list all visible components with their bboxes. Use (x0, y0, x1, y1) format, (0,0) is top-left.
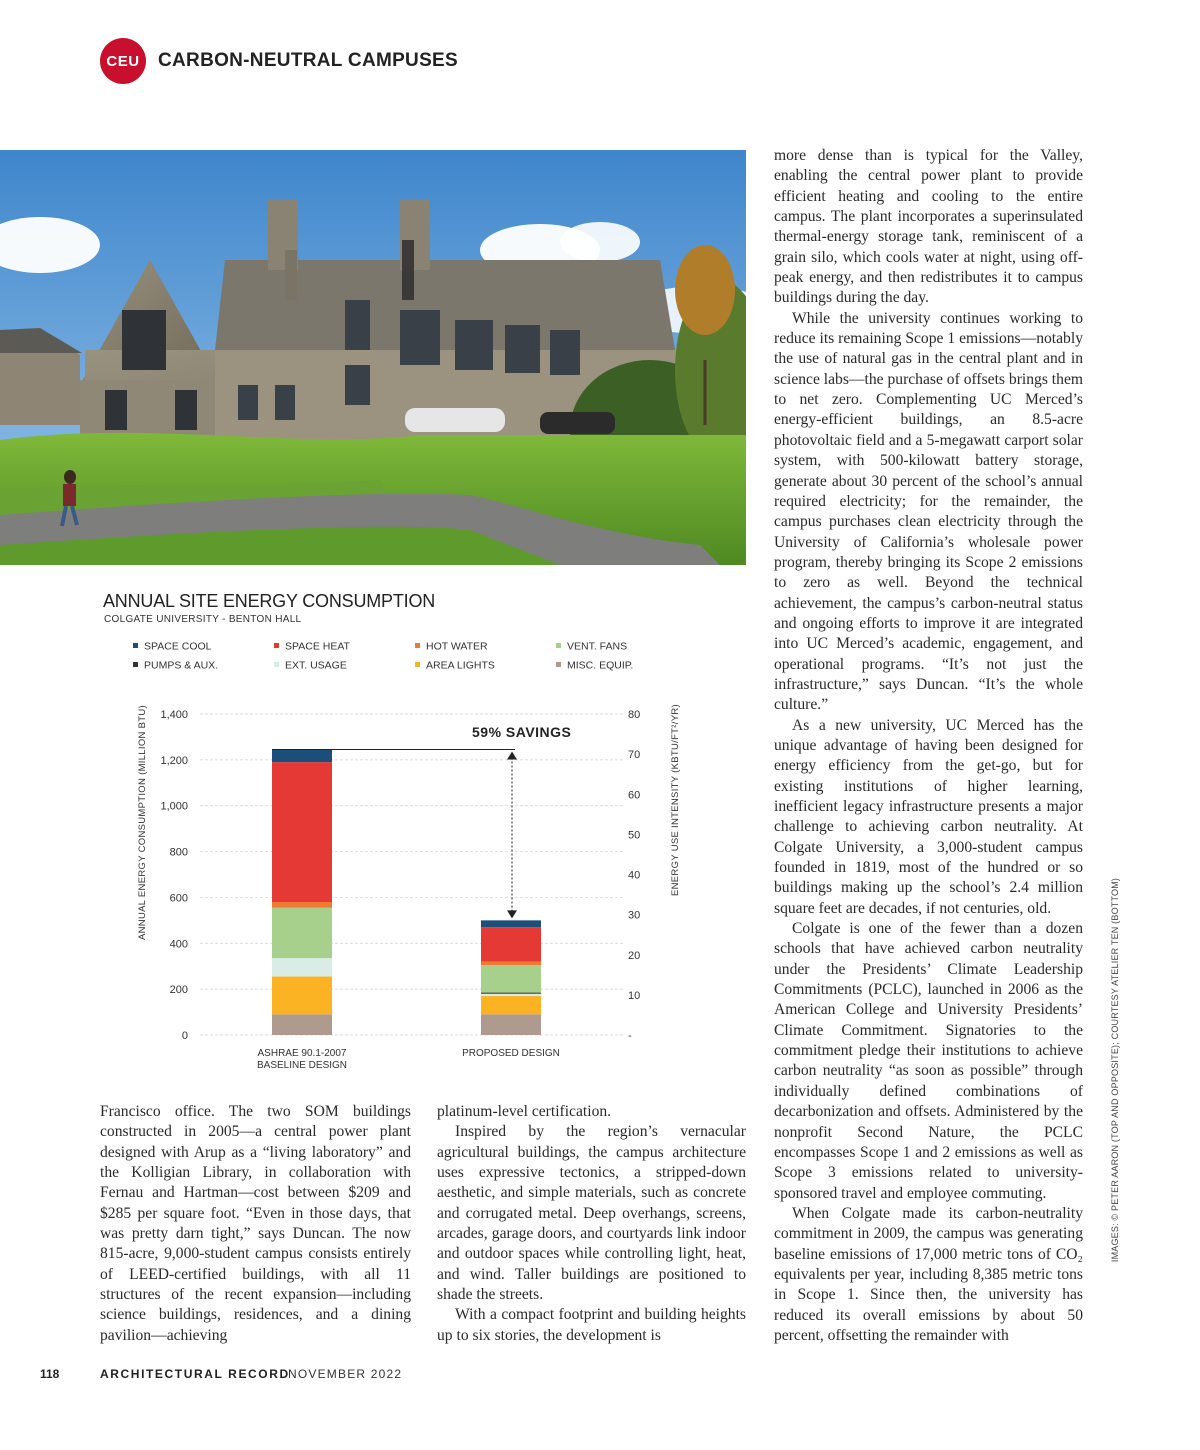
bar-segment (272, 1014, 332, 1035)
chart-grid (200, 714, 625, 1035)
y2-tick-label: 60 (628, 789, 641, 802)
bar-segment (272, 902, 332, 908)
chart-bars (272, 750, 541, 1035)
col3-paragraph-5: When Colgate made its carbon-neutrality commitment in 2009, the campus was generating baseline emissions of 17,000 metric tons of CO₂ equivalents per year, including 8,385 metric tons in Scope 1. Since then, the university has reduced its overall emissions by about 50 percent, offsetting the remainder with (774, 1204, 1083, 1344)
savings-arrow-up (507, 752, 517, 760)
chart-legend (133, 641, 633, 672)
y-axis-ticks (160, 709, 188, 1042)
col1-paragraph-1: Francisco office. The two SOM buildings constructed in 2005—a central power plant designed with Arup as a “living laboratory” and the Kolligian Library, in collaboration with Fernau and Hartman—cost between $209 and $285 per square foot. “Even in those days, that was pretty darn tight,” says Duncan. The now 815-acre, 9,000-student campus consists entirely of LEED-certified buildings, with all 11 structures of the recent expansion—including science buildings, residences, and a dining pavilion—achieving (100, 1103, 411, 1344)
bar-segment (481, 996, 541, 1014)
col3-paragraph-1: more dense than is typical for the Valley, enabling the central power plant to provide efficient heating and cooling to the entire campus. The plant incorporates a superinsulated thermal-energy storage tank, reminiscent of a grain silo, which cools water at night, using off-peak energy, and then redistributes it to campus buildings during the day. (774, 147, 1083, 307)
text-column-1 (100, 1102, 411, 1346)
legend-label: MISC. EQUIP. (567, 659, 634, 672)
y2-tick-label: 50 (628, 829, 641, 842)
col2-paragraph-1: platinum-level certification. (437, 1103, 612, 1120)
col3-paragraph-4: Colgate is one of the fewer than a dozen schools that have achieved carbon neutrality under the Presidents’ Climate Leadership Commitments (PCLC), launched in 2006 as the American College and University Presidents’ Climate Commitment. Signatories to the commitment pledge their institutions to achieve carbon neutrality “as soon as possible” through individually defined combinations of decarbonization and offsets. Administered by the nonprofit Second Nature, the PCLC encompasses Scope 1 and 2 emissions as well as Scope 3 emissions related to university-sponsored travel and employee commuting. (774, 920, 1083, 1202)
y2-tick-label: 80 (628, 709, 641, 721)
savings-arrow-down (507, 910, 517, 918)
legend-swatch (274, 662, 279, 667)
y2-tick-label: - (628, 1030, 632, 1042)
text-column-2 (437, 1102, 746, 1346)
chart-title: ANNUAL SITE ENERGY CONSUMPTION (103, 591, 436, 611)
y-tick-label: 1,000 (160, 800, 188, 813)
savings-label: 59% SAVINGS (472, 724, 572, 740)
chart-subtitle: COLGATE UNIVERSITY - BENTON HALL (104, 614, 302, 625)
section-header (100, 38, 458, 84)
legend-label: AREA LIGHTS (426, 659, 495, 672)
y-tick-label: 1,400 (160, 709, 188, 721)
bar-segment (481, 965, 541, 993)
y2-tick-label: 20 (628, 949, 641, 962)
issue-date: NOVEMBER 2022 (288, 1367, 403, 1381)
page-number: 118 (40, 1367, 60, 1381)
y2-tick-label: 10 (628, 989, 641, 1002)
y2-tick-label: 30 (628, 909, 641, 922)
bar-segment (481, 920, 541, 927)
category-label: BASELINE DESIGN (256, 1060, 348, 1071)
bar-segment (272, 977, 332, 1015)
bar-segment (481, 993, 541, 994)
y-tick-label: 1,200 (160, 754, 188, 767)
y-tick-label: 800 (169, 846, 188, 859)
x-axis-labels (257, 1048, 560, 1071)
y2-axis-ticks (628, 709, 640, 1042)
legend-label: SPACE COOL (144, 640, 212, 653)
bar-segment (481, 927, 541, 961)
bar-segment (481, 994, 541, 996)
bar-segment (481, 1014, 541, 1035)
col2-paragraph-3: With a compact footprint and building heights up to six stories, the development is (437, 1306, 746, 1344)
legend-swatch (274, 643, 279, 648)
legend-swatch (556, 662, 561, 667)
ceu-badge: CEU (100, 38, 146, 84)
section-title: CARBON-NEUTRAL CAMPUSES (158, 50, 458, 71)
col2-paragraph-2: Inspired by the region’s vernacular agricultural buildings, the campus architecture uses expressive tectonics, a stripped-down aesthetic, and simple materials, such as concrete and corrugated metal. Deep overhangs, screens, arcades, garage doors, and courtyards link indoor and outdoor spaces while controlling light, heat, and wind. Taller buildings are positioned to shade the streets. (437, 1123, 746, 1304)
legend-swatch (415, 643, 420, 648)
y-tick-label: 200 (169, 984, 188, 997)
col3-paragraph-3: As a new university, UC Merced has the unique advantage of having been designed for energy efficiency from the get-go, but for existing institutions of higher learning, inefficient legacy infrastructure presents a major challenge to achieving carbon neutrality. At Colgate University, a 3,000-student campus founded in 1819, most of the hundred or so buildings making up the school’s 2.4 million square feet are decades, if not centuries, old. (774, 716, 1083, 917)
col3-paragraph-2: While the university continues working to reduce its remaining Scope 1 emissions—notably the use of natural gas in the central plant and in science labs—the purchase of offsets brings them to net zero. Complementing UC Merced’s energy-efficient buildings, an 8.5-acre photovoltaic field and a 5-megawatt carport solar system, with 500-kilowatt battery storage, generate about 30 percent of the school’s annual required electricity; for the remainder, the campus purchases clean electricity through the University of California’s wholesale power program, thereby bringing its Scope 2 emissions to zero as well. Beyond the technical achievement, the campus’s carbon-neutral status and ongoing efforts to improve it are integrated into UC Merced’s academic, engagement, and operational programs. “It’s not just the infrastructure,” says Duncan. “It’s the whole culture.” (774, 309, 1083, 714)
text-column-3 (774, 146, 1083, 1346)
legend-label: EXT. USAGE (285, 659, 347, 672)
bar-segment (481, 962, 541, 965)
legend-label: SPACE HEAT (285, 640, 350, 653)
image-credit-text: IMAGES: © PETER AARON (TOP AND OPPOSITE); COURTESY ATELIER TEN (BOTTOM) (1110, 877, 1120, 1263)
legend-label: PUMPS & AUX. (144, 659, 219, 672)
bar-segment (272, 762, 332, 902)
legend-swatch (133, 643, 138, 648)
savings-annotation (272, 724, 571, 918)
image-credit (1110, 877, 1130, 1263)
legend-swatch (133, 662, 138, 667)
y-axis-label: ANNUAL ENERGY CONSUMPTION (MILLION BTU) (137, 705, 148, 940)
y-tick-label: 600 (169, 892, 188, 905)
y-tick-label: 400 (169, 938, 188, 951)
legend-swatch (415, 662, 420, 667)
legend-label: VENT. FANS (567, 640, 628, 653)
category-label: ASHRAE 90.1-2007 (257, 1048, 347, 1059)
building-photo (0, 150, 746, 565)
magazine-name: ARCHITECTURAL RECORD (100, 1367, 290, 1381)
stone-hall-illustration (0, 150, 746, 565)
bar-segment (272, 958, 332, 976)
legend-label: HOT WATER (426, 640, 488, 653)
y-tick-label: 0 (181, 1030, 188, 1042)
legend-swatch (556, 643, 561, 648)
bar-segment (272, 908, 332, 958)
y2-tick-label: 40 (628, 869, 641, 882)
bar-segment (272, 750, 332, 763)
category-label: PROPOSED DESIGN (462, 1048, 560, 1059)
y2-axis-label: ENERGY USE INTENSITY (KBTU/FT²/YR) (670, 704, 681, 896)
y2-tick-label: 70 (628, 749, 641, 762)
